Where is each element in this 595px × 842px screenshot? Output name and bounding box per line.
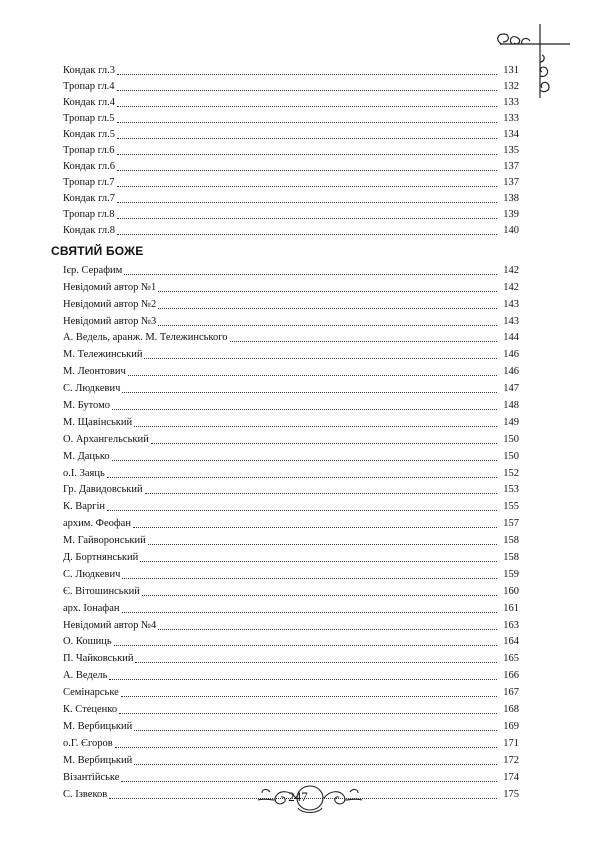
leader-dots <box>112 460 497 461</box>
toc-entry-title: Тропар гл.8 <box>63 209 115 220</box>
leader-dots <box>117 90 497 91</box>
toc-entry-page: 137 <box>503 161 519 172</box>
leader-dots <box>117 186 497 187</box>
toc-entry-title: Тропар гл.6 <box>63 145 115 156</box>
toc-entry-page: 158 <box>503 535 519 547</box>
leader-dots <box>134 426 497 427</box>
toc-entry[interactable] <box>63 549 519 566</box>
leader-dots <box>117 106 497 107</box>
toc-entry-title: О. Кошиць <box>63 636 112 648</box>
toc-entry[interactable] <box>63 296 519 313</box>
toc-entry-page: 163 <box>503 619 519 631</box>
toc-entry-title: Є. Вітошинський <box>63 585 140 597</box>
toc-entry[interactable] <box>63 143 519 159</box>
toc-entry-page: 131 <box>503 65 519 76</box>
toc-entry-page: 139 <box>503 209 519 220</box>
toc-entry-page: 143 <box>503 315 519 327</box>
toc-entry-title: К. Стеценко <box>63 704 118 716</box>
toc-entry[interactable] <box>63 617 519 634</box>
toc-entry-page: 142 <box>503 264 519 276</box>
toc-entry-title: М. Гайворонський <box>63 535 146 547</box>
toc-entry[interactable] <box>63 279 519 296</box>
toc-section-2 <box>63 262 519 803</box>
leader-dots <box>122 392 497 393</box>
toc-entry-title: С. Людкевич <box>63 383 121 395</box>
toc-entry[interactable] <box>63 667 519 684</box>
toc-entry-title: М. Щавінський <box>63 416 133 428</box>
section-heading: СВЯТИЙ БОЖЕ <box>51 244 144 258</box>
leader-dots <box>107 510 497 511</box>
toc-entry[interactable] <box>63 600 519 617</box>
leader-dots <box>117 154 497 155</box>
toc-entry-page: 140 <box>503 225 519 236</box>
toc-entry-title: Тропар гл.5 <box>63 113 115 124</box>
toc-entry-page: 148 <box>503 400 519 412</box>
toc-entry-page: 152 <box>503 467 519 479</box>
toc-entry-title: С. Ізвеков <box>63 788 108 800</box>
toc-entry-page: 158 <box>503 552 519 564</box>
toc-section-1 <box>63 63 519 239</box>
toc-entry-title: М. Вербицький <box>63 720 133 732</box>
toc-entry-page: 168 <box>503 704 519 716</box>
toc-entry-title: Гр. Давидовський <box>63 484 143 496</box>
toc-entry[interactable] <box>63 63 519 79</box>
toc-entry[interactable] <box>63 330 519 347</box>
toc-entry[interactable] <box>63 223 519 239</box>
toc-entry-title: Ієр. Серафим <box>63 264 123 276</box>
toc-entry-page: 175 <box>503 788 519 800</box>
toc-entry-page: 150 <box>503 450 519 462</box>
leader-dots <box>135 662 497 663</box>
toc-entry[interactable] <box>63 634 519 651</box>
toc-entry[interactable] <box>63 175 519 191</box>
toc-entry-title: К. Варгін <box>63 501 106 513</box>
leader-dots <box>142 595 497 596</box>
toc-entry[interactable] <box>63 684 519 701</box>
leader-dots <box>115 747 497 748</box>
toc-entry-page: 169 <box>503 720 519 732</box>
toc-entry[interactable] <box>63 262 519 279</box>
toc-entry[interactable] <box>63 431 519 448</box>
toc-entry-page: 142 <box>503 281 519 293</box>
toc-entry-title: Тропар гл.7 <box>63 177 115 188</box>
toc-entry-page: 153 <box>503 484 519 496</box>
toc-entry-page: 132 <box>503 81 519 92</box>
toc-entry-title: М. Тележинський <box>63 349 143 361</box>
leader-dots <box>134 730 497 731</box>
toc-entry[interactable] <box>63 735 519 752</box>
toc-entry-page: 171 <box>503 737 519 749</box>
leader-dots <box>144 358 497 359</box>
toc-entry[interactable] <box>63 718 519 735</box>
toc-entry-title: А. Ведель <box>63 670 108 682</box>
leader-dots <box>124 274 497 275</box>
toc-entry-title: Невідомий автор №1 <box>63 281 157 293</box>
toc-entry-page: 146 <box>503 349 519 361</box>
page-number: 247 <box>288 789 308 804</box>
toc-entry[interactable] <box>63 583 519 600</box>
toc-entry-page: 160 <box>503 585 519 597</box>
toc-entry[interactable] <box>63 207 519 223</box>
toc-entry[interactable] <box>63 566 519 583</box>
leader-dots <box>112 409 497 410</box>
toc-entry-title: о.Г. Єгоров <box>63 737 113 749</box>
toc-entry[interactable] <box>63 482 519 499</box>
toc-entry-title: Невідомий автор №2 <box>63 298 157 310</box>
toc-entry-title: Кондак гл.5 <box>63 129 115 140</box>
toc-entry-title: М. Леонтович <box>63 366 126 378</box>
toc-entry-title: Невідомий автор №4 <box>63 619 157 631</box>
leader-dots <box>117 202 497 203</box>
toc-entry-title: арх. Іонафан <box>63 602 120 614</box>
leader-dots <box>158 291 497 292</box>
leader-dots <box>134 764 497 765</box>
toc-entry-page: 146 <box>503 366 519 378</box>
leader-dots <box>122 578 497 579</box>
toc-entry-page: 147 <box>503 383 519 395</box>
leader-dots <box>119 713 497 714</box>
toc-entry[interactable] <box>63 346 519 363</box>
toc-entry-title: Візантійське <box>63 771 120 783</box>
footer-ornament-icon <box>250 778 370 818</box>
toc-entry-title: Кондак гл.4 <box>63 97 115 108</box>
toc-entry-title: А. Ведель, аранж. М. Тележинського <box>63 332 228 344</box>
leader-dots <box>109 679 497 680</box>
leader-dots <box>140 561 497 562</box>
toc-entry-page: 165 <box>503 653 519 665</box>
toc-entry[interactable] <box>63 127 519 143</box>
toc-entry[interactable] <box>63 532 519 549</box>
toc-entry[interactable] <box>63 191 519 207</box>
leader-dots <box>230 341 497 342</box>
toc-entry-page: 144 <box>503 332 519 344</box>
toc-entry-page: 134 <box>503 129 519 140</box>
toc-entry-page: 138 <box>503 193 519 204</box>
toc-entry[interactable] <box>63 159 519 175</box>
toc-entry-page: 167 <box>503 687 519 699</box>
toc-entry-page: 164 <box>503 636 519 648</box>
toc-entry-title: Кондак гл.8 <box>63 225 115 236</box>
toc-entry-title: П. Чайковський <box>63 653 134 665</box>
toc-entry-title: о.І. Заяць <box>63 467 105 479</box>
toc-entry-page: 159 <box>503 568 519 580</box>
toc-entry-page: 161 <box>503 602 519 614</box>
toc-entry[interactable] <box>63 498 519 515</box>
toc-entry-title: Кондак гл.3 <box>63 65 115 76</box>
leader-dots <box>122 612 497 613</box>
toc-entry[interactable] <box>63 363 519 380</box>
toc-entry[interactable] <box>63 448 519 465</box>
toc-entry[interactable] <box>63 465 519 482</box>
toc-entry-title: С. Людкевич <box>63 568 121 580</box>
leader-dots <box>128 375 497 376</box>
toc-entry-page: 155 <box>503 501 519 513</box>
toc-entry-page: 133 <box>503 113 519 124</box>
toc-entry[interactable] <box>63 752 519 769</box>
toc-entry-page: 172 <box>503 754 519 766</box>
leader-dots <box>117 218 497 219</box>
leader-dots <box>117 234 497 235</box>
toc-entry[interactable] <box>63 380 519 397</box>
toc-entry[interactable] <box>63 414 519 431</box>
leader-dots <box>158 629 497 630</box>
leader-dots <box>117 74 497 75</box>
toc-entry[interactable] <box>63 515 519 532</box>
leader-dots <box>117 122 497 123</box>
leader-dots <box>114 645 497 646</box>
toc-entry-page: 157 <box>503 518 519 530</box>
toc-entry-title: М. Вербицький <box>63 754 133 766</box>
toc-entry-title: Кондак гл.6 <box>63 161 115 172</box>
toc-entry[interactable] <box>63 701 519 718</box>
toc-entry-page: 149 <box>503 416 519 428</box>
toc-entry-page: 135 <box>503 145 519 156</box>
leader-dots <box>151 443 497 444</box>
toc-entry-title: Семінарське <box>63 687 119 699</box>
toc-entry[interactable] <box>63 111 519 127</box>
toc-entry-title: М. Бутомо <box>63 400 110 412</box>
toc-entry[interactable] <box>63 650 519 667</box>
toc-entry-title: Д. Бортнянський <box>63 552 139 564</box>
toc-entry[interactable] <box>63 313 519 330</box>
toc-entry-page: 166 <box>503 670 519 682</box>
toc-entry-title: О. Архангельський <box>63 433 149 445</box>
leader-dots <box>107 477 497 478</box>
leader-dots <box>133 527 497 528</box>
toc-entry-page: 150 <box>503 433 519 445</box>
toc-entry-title: Невідомий автор №3 <box>63 315 157 327</box>
leader-dots <box>121 696 497 697</box>
toc-entry-title: Тропар гл.4 <box>63 81 115 92</box>
leader-dots <box>158 308 497 309</box>
leader-dots <box>117 138 497 139</box>
leader-dots <box>145 493 497 494</box>
toc-entry-page: 133 <box>503 97 519 108</box>
toc-entry[interactable] <box>63 79 519 95</box>
toc-entry-title: архим. Феофан <box>63 518 131 530</box>
toc-entry-title: Кондак гл.7 <box>63 193 115 204</box>
toc-entry-title: М. Дацько <box>63 450 110 462</box>
leader-dots <box>158 325 497 326</box>
toc-entry[interactable] <box>63 397 519 414</box>
toc-entry-page: 137 <box>503 177 519 188</box>
toc-entry-page: 174 <box>503 771 519 783</box>
leader-dots <box>148 544 497 545</box>
leader-dots <box>117 170 497 171</box>
toc-entry-page: 143 <box>503 298 519 310</box>
toc-entry[interactable] <box>63 95 519 111</box>
